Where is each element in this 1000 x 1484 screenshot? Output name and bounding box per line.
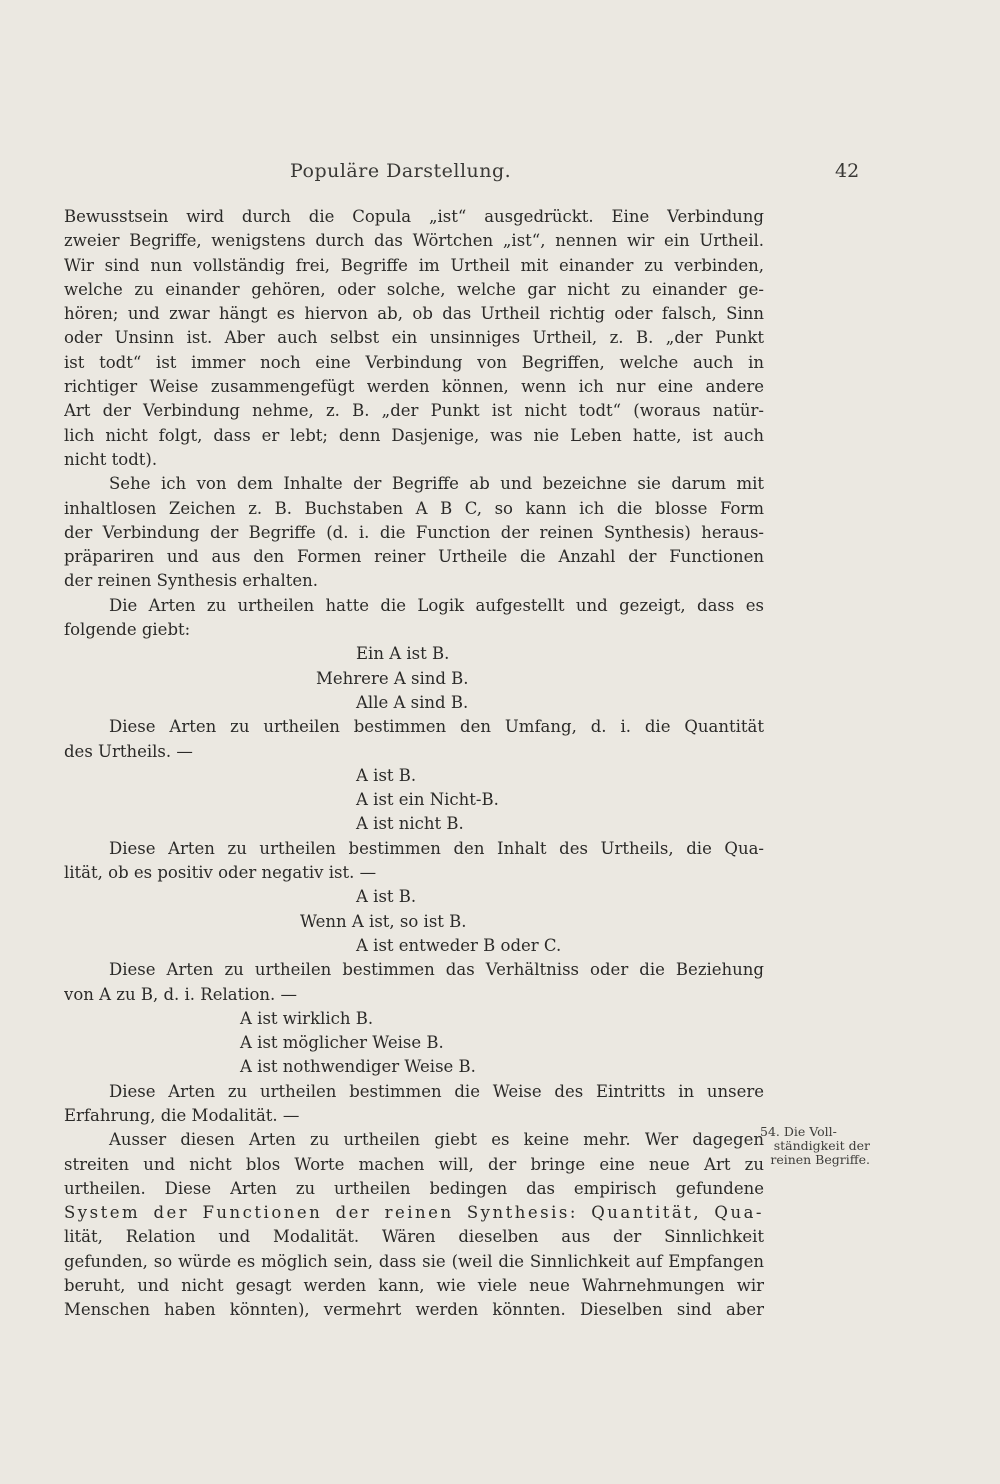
text-line: beruht, und nicht gesagt werden kann, wie viele neue Wahrnehmungen wir — [64, 1276, 764, 1296]
text-line: der Verbindung der Begriffe (d. i. die Function der reinen Synthesis) heraus- — [64, 522, 764, 542]
page-number: 42 — [835, 160, 860, 182]
margin-note — [760, 1125, 870, 1167]
text-line: Ausser diesen Arten zu urtheilen giebt es keine mehr. Wer dagegen — [109, 1130, 764, 1150]
text-line: Diese Arten zu urtheilen bestimmen den Umfang, d. i. die Quantität — [109, 717, 764, 737]
text-line: A ist B. — [356, 887, 417, 907]
text-line: urtheilen. Diese Arten zu urtheilen bedingen das empirisch gefundene — [64, 1178, 764, 1198]
text-line: A ist entweder B oder C. — [356, 935, 562, 955]
text-line: folgende giebt: — [64, 620, 191, 640]
text-line: A ist ein Nicht-B. — [356, 790, 499, 810]
margin-note-line: ständigkeit der — [773, 1138, 870, 1153]
text-line: des Urtheils. — — [64, 741, 193, 761]
text-line: der reinen Synthesis erhalten. — [64, 571, 319, 591]
text-line: Erfahrung, die Modalität. — — [64, 1105, 300, 1125]
text-line: gefunden, so würde es möglich sein, dass sie (weil die Sinnlichkeit auf Empfangen — [64, 1251, 764, 1271]
text-line: Sehe ich von dem Inhalte der Begriffe ab und bezeichne sie darum mit — [109, 474, 764, 494]
text-line: lität, Relation und Modalität. Wären dieselben aus der Sinnlichkeit — [64, 1227, 764, 1247]
text-line: oder Unsinn ist. Aber auch selbst ein unsinniges Urtheil, z. B. „der Punkt — [64, 328, 764, 348]
margin-note-line: 54. Die Voll- — [760, 1124, 837, 1139]
text-line: A ist nothwendiger Weise B. — [240, 1057, 476, 1077]
text-line: inhaltlosen Zeichen z. B. Buchstaben A B C, so kann ich die blosse Form — [64, 498, 764, 518]
text-line: streiten und nicht blos Worte machen will, der bringe eine neue Art zu — [64, 1154, 764, 1174]
text-line: Wir sind nun vollständig frei, Begriffe im Urtheil mit einander zu verbinden, — [64, 255, 764, 275]
text-line: Ein A ist B. — [356, 644, 450, 664]
text-line: Die Arten zu urtheilen hatte die Logik aufgestellt und gezeigt, dass es — [109, 595, 764, 615]
text-line: System der Functionen der reinen Synthesis: Quantität, Qua- — [64, 1203, 764, 1223]
text-line: welche zu einander gehören, oder solche, welche gar nicht zu einander ge- — [64, 279, 764, 299]
text-line: Wenn A ist, so ist B. — [300, 911, 467, 931]
text-line: ist todt“ ist immer noch eine Verbindung von Begriffen, welche auch in — [64, 352, 764, 372]
body-text — [64, 205, 764, 1323]
text-line: A ist wirklich B. — [240, 1008, 374, 1028]
margin-note-line: reinen Begriffe. — [770, 1152, 870, 1167]
text-line: präpariren und aus den Formen reiner Urtheile die Anzahl der Functionen — [64, 547, 764, 567]
text-line: A ist B. — [356, 765, 417, 785]
text-line: lich nicht folgt, dass er lebt; denn Dasjenige, was nie Leben hatte, ist auch — [64, 425, 764, 445]
text-line: A ist nicht B. — [356, 814, 464, 834]
text-line: Diese Arten zu urtheilen bestimmen das Verhältniss oder die Beziehung — [109, 960, 764, 980]
text-line: Mehrere A sind B. — [316, 668, 469, 688]
text-line: nicht todt). — [64, 449, 158, 469]
text-line: A ist möglicher Weise B. — [240, 1033, 444, 1053]
text-line: zweier Begriffe, wenigstens durch das Wörtchen „ist“, nennen wir ein Urtheil. — [64, 231, 764, 251]
text-line: hören; und zwar hängt es hiervon ab, ob das Urtheil richtig oder falsch, Sinn — [64, 304, 764, 324]
text-line: Diese Arten zu urtheilen bestimmen die Weise des Eintritts in unsere — [109, 1081, 764, 1101]
text-line: Diese Arten zu urtheilen bestimmen den Inhalt des Urtheils, die Qua- — [109, 838, 764, 858]
text-line: Menschen haben könnten), vermehrt werden könnten. Dieselben sind aber — [64, 1300, 764, 1320]
text-line: richtiger Weise zusammengefügt werden können, wenn ich nur eine andere — [64, 377, 764, 397]
running-header: Populäre Darstellung. — [290, 160, 512, 182]
text-line: Art der Verbindung nehme, z. B. „der Punkt ist nicht todt“ (woraus natür- — [64, 401, 764, 421]
text-line: lität, ob es positiv oder negativ ist. — — [64, 863, 377, 883]
text-line: von A zu B, d. i. Relation. — — [64, 984, 298, 1004]
text-line: Bewusstsein wird durch die Copula „ist“ ausgedrückt. Eine Verbindung — [64, 207, 764, 226]
text-line: Alle A sind B. — [356, 692, 469, 712]
